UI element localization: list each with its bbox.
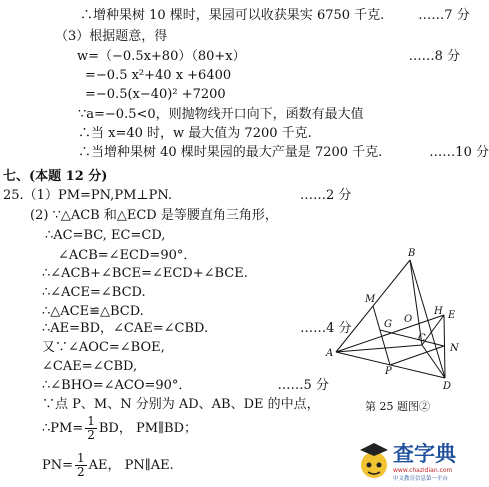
line-opening: ∵a=−0.5<0，则抛物线开口向下，函数有最大值 <box>78 107 364 122</box>
line-part3: （3）根据题意，得 <box>55 29 168 44</box>
point-label-o: O <box>404 314 413 325</box>
svg-text:中文教育信息第一平台: 中文教育信息第一平台 <box>393 476 449 482</box>
line-5: ∴∠BHO=∠ACO=90°． ……5 分 <box>42 378 329 393</box>
line-aoc: 又∵∠AOC=∠BOE, <box>42 340 165 355</box>
point-label-p: P <box>385 366 392 377</box>
figure-caption: 第 25 题图② <box>365 400 430 413</box>
line-angle-sum: ∴∠ACB+∠BCE=∠ECD+∠BCE. <box>42 266 248 281</box>
line-vertex: =−0.5(x−40)² +7200 <box>85 87 226 102</box>
point-label-d: D <box>443 381 452 392</box>
point-label-h: H <box>434 306 443 317</box>
line-right-angles: ∠ACB=∠ECD=90°． <box>58 248 197 263</box>
point-label-a: A <box>326 348 334 359</box>
mascot-icon <box>357 437 477 483</box>
fraction-half: $\frac{1}{2}$ <box>77 451 85 479</box>
line-25-1: 25.（1）PM=PN,PM⊥PN. ……2 分 <box>3 188 352 203</box>
point-label-c: C <box>418 333 426 344</box>
line-25-2: (2) ∵△ACB 和△ECD 是等腰直角三角形， <box>30 208 278 223</box>
line-midpoints: ∵点 P、M、N 分别为 AD、AB、DE 的中点， <box>42 397 320 412</box>
chazidian-logo <box>357 437 477 483</box>
point-label-b: B <box>408 248 416 259</box>
point-label-m: M <box>365 294 376 305</box>
svg-text:查字典: 查字典 <box>393 442 456 466</box>
line-pn: PN= $\frac{1}{2}$ AE， PN∥AE. <box>42 451 174 479</box>
line-8: w=（−0.5x+80）（80+x） ……8 分 <box>77 49 461 64</box>
point-label-n: N <box>450 343 459 354</box>
point-label-g: G <box>384 319 392 330</box>
geometry-figure <box>318 245 478 425</box>
line-10: ∴当增种果树 40 棵时果园的最大产量是 7200 千克. ……10 分 <box>78 145 489 160</box>
line-4: ∴AE=BD，∠CAE=∠CBD. ……4 分 <box>42 321 352 336</box>
point-label-e: E <box>448 310 456 321</box>
line-cae: ∠CAE=∠CBD, <box>42 359 138 374</box>
line-expand: =−0.5 x²+40 x +6400 <box>85 68 232 83</box>
line-pm: ∴PM= $\frac{1}{2}$ BD， PM∥BD； <box>42 414 198 442</box>
line-max: ∴当 x=40 时，w 最大值为 7200 千克. <box>78 126 312 141</box>
line-angle-eq: ∴∠ACE=∠BCD. <box>42 285 146 300</box>
svg-text:www.chazidian.com: www.chazidian.com <box>393 467 453 474</box>
section-heading: 七、(本题 12 分) <box>3 169 108 184</box>
line-congruent: ∴△ACE≌△BCD. <box>42 304 144 319</box>
fraction-half: $\frac{1}{2}$ <box>87 414 95 442</box>
line-7: ∴增种果树 10 棵时，果园可以收获果实 6750 千克. ……7 分 <box>80 8 470 23</box>
line-ac-bc: ∴AC=BC, EC=CD, <box>45 228 166 243</box>
